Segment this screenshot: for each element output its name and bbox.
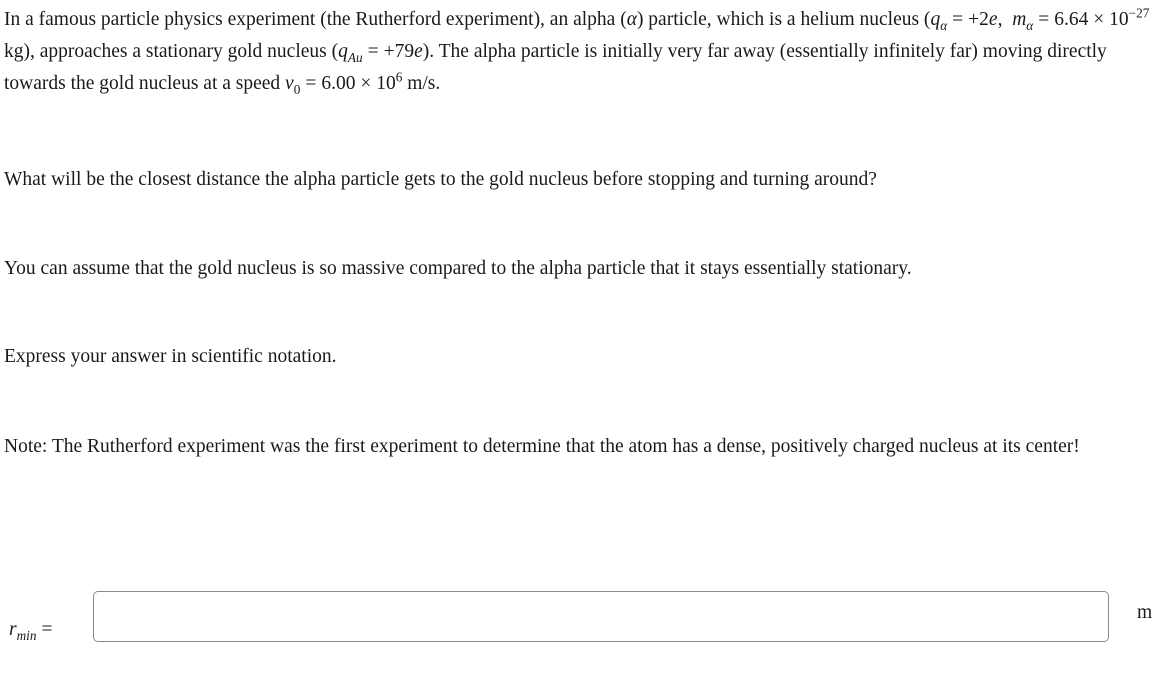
problem-statement: In a famous particle physics experiment (the Rutherford experiment), an alpha (α) particle, which is a helium nucleus ($q_\alpha = +2e$, $m_\alpha = 6.64 \times 10^{-27}$ kg), approaches a stationary gold nucleus $(q_{Au} = +79e)$. The alpha particle is initially very far away (essentially infinitely far) moving directly towards the gold nucleus at a speed $v_0 = 6.00 \times 10^6$ m/s. (4, 5, 1150, 97)
assumption-text: You can assume that the gold nucleus is so massive compared to the alpha particle that it stays essentially stationary. (4, 258, 912, 279)
answer-label (9, 619, 57, 641)
answer-variable-subscript: min (16, 627, 37, 643)
question-text: What will be the closest distance the alpha particle gets to the gold nucleus before stopping and turning around? (4, 169, 877, 190)
answer-unit: m (1137, 602, 1153, 623)
instruction-text: Express your answer in scientific notation. (4, 346, 337, 367)
answer-input[interactable] (93, 591, 1109, 642)
note-text: Note: The Rutherford experiment was the first experiment to determine that the atom has a dense, positively charged nucleus at its center! (4, 436, 1080, 457)
answer-equals: = (41, 619, 53, 640)
answer-variable: r (9, 619, 17, 640)
